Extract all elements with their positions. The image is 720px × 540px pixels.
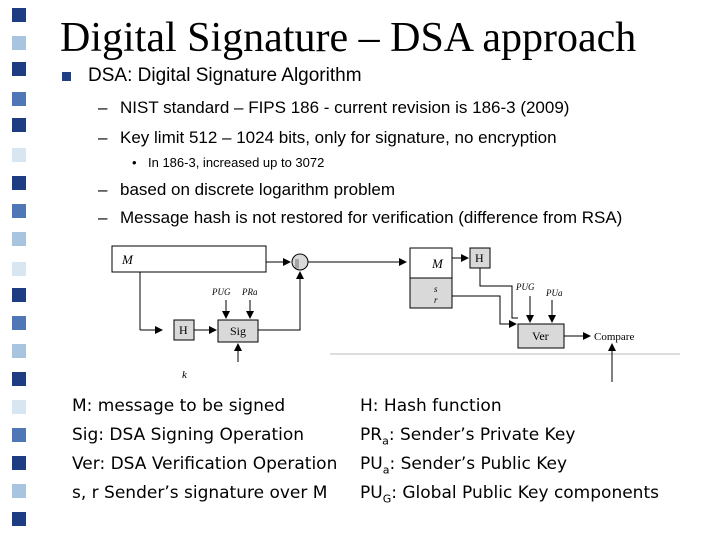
pua-label-right: PUa: [546, 288, 563, 298]
decor-square: [12, 232, 26, 246]
legend-ver: Ver: DSA Verification Operation: [72, 454, 338, 474]
signature-box: [410, 278, 452, 308]
dsa-diagram: [100, 238, 680, 384]
legend-m: M: message to be signed: [72, 396, 286, 416]
dash-marker: –: [98, 98, 108, 117]
decor-square: [12, 484, 26, 498]
message-box-right: [410, 248, 452, 278]
arrow-sig-to-concat: [258, 272, 300, 330]
legend-pug-sub: G: [382, 492, 392, 506]
k-label: k: [182, 369, 187, 381]
sub-sub-bullet-text: In 186-3, increased up to 3072: [148, 155, 325, 170]
decor-square: [12, 372, 26, 386]
decor-square: [12, 118, 26, 132]
message-box-left: [112, 246, 266, 272]
message-label-left: M: [122, 252, 133, 267]
legend-pug-main: PU: [360, 483, 383, 503]
legend-pra-sub: a: [382, 434, 389, 448]
compare-label: Compare: [594, 331, 635, 343]
legend-pra-main: PR: [360, 425, 383, 445]
concat-label: ||: [295, 258, 300, 269]
sub-bullet-text: Message hash is not restored for verification (difference from RSA): [120, 208, 623, 227]
legend-pug: [360, 483, 659, 505]
hash-label-left: H: [179, 323, 188, 337]
ver-label: Ver: [532, 329, 549, 343]
decor-square: [12, 176, 26, 190]
legend-pug-rest: : Global Public Key components: [391, 483, 659, 503]
decor-square: [12, 400, 26, 414]
decor-square: [12, 288, 26, 302]
sub-bullet-text: NIST standard – FIPS 186 - current revision is 186-3 (2009): [120, 98, 570, 117]
legend-pua-sub: a: [382, 463, 390, 477]
decor-square: [12, 512, 26, 526]
pra-label-left: PRa: [242, 287, 258, 297]
line-hash-to-ver: [480, 268, 518, 318]
dash-marker: –: [98, 128, 108, 147]
decor-square: [12, 344, 26, 358]
bullet-text: DSA: Digital Signature Algorithm: [88, 65, 362, 86]
decor-square: [12, 316, 26, 330]
legend-sr: s, r Sender’s signature over M: [72, 483, 328, 503]
decor-square: [12, 456, 26, 470]
dash-marker: –: [98, 180, 108, 199]
legend-pua: [360, 454, 567, 476]
sidebar-decoration: [0, 0, 30, 540]
sig-label: Sig: [230, 324, 247, 338]
slide-title: Digital Signature – DSA approach: [60, 15, 637, 61]
bullet-marker: [62, 72, 71, 81]
arrow-signature-to-ver: [452, 296, 516, 324]
legend-pra-rest: : Sender’s Private Key: [388, 425, 576, 445]
decor-square: [12, 92, 26, 106]
decor-square: [12, 8, 26, 22]
dot-marker: •: [132, 155, 137, 170]
message-label-right: M: [432, 256, 443, 271]
r-label: r: [434, 295, 438, 305]
dash-marker: –: [98, 208, 108, 227]
legend-pra: [360, 425, 575, 447]
pug-label-left: PUG: [212, 287, 231, 297]
legend-pua-rest: : Sender’s Public Key: [389, 454, 568, 474]
decor-square: [12, 428, 26, 442]
decor-square: [12, 148, 26, 162]
s-label: s: [434, 284, 438, 294]
legend-sig: Sig: DSA Signing Operation: [72, 425, 305, 445]
legend-h: H: Hash function: [360, 396, 502, 416]
legend-pua-main: PU: [360, 454, 383, 474]
hash-label-right: H: [475, 251, 484, 265]
decor-square: [12, 62, 26, 76]
decor-square: [12, 36, 26, 50]
sub-bullet-text: Key limit 512 – 1024 bits, only for signature, no encryption: [120, 128, 557, 147]
sub-bullet-text: based on discrete logarithm problem: [120, 180, 395, 199]
pug-label-right: PUG: [516, 282, 535, 292]
decor-square: [12, 262, 26, 276]
decor-square: [12, 204, 26, 218]
